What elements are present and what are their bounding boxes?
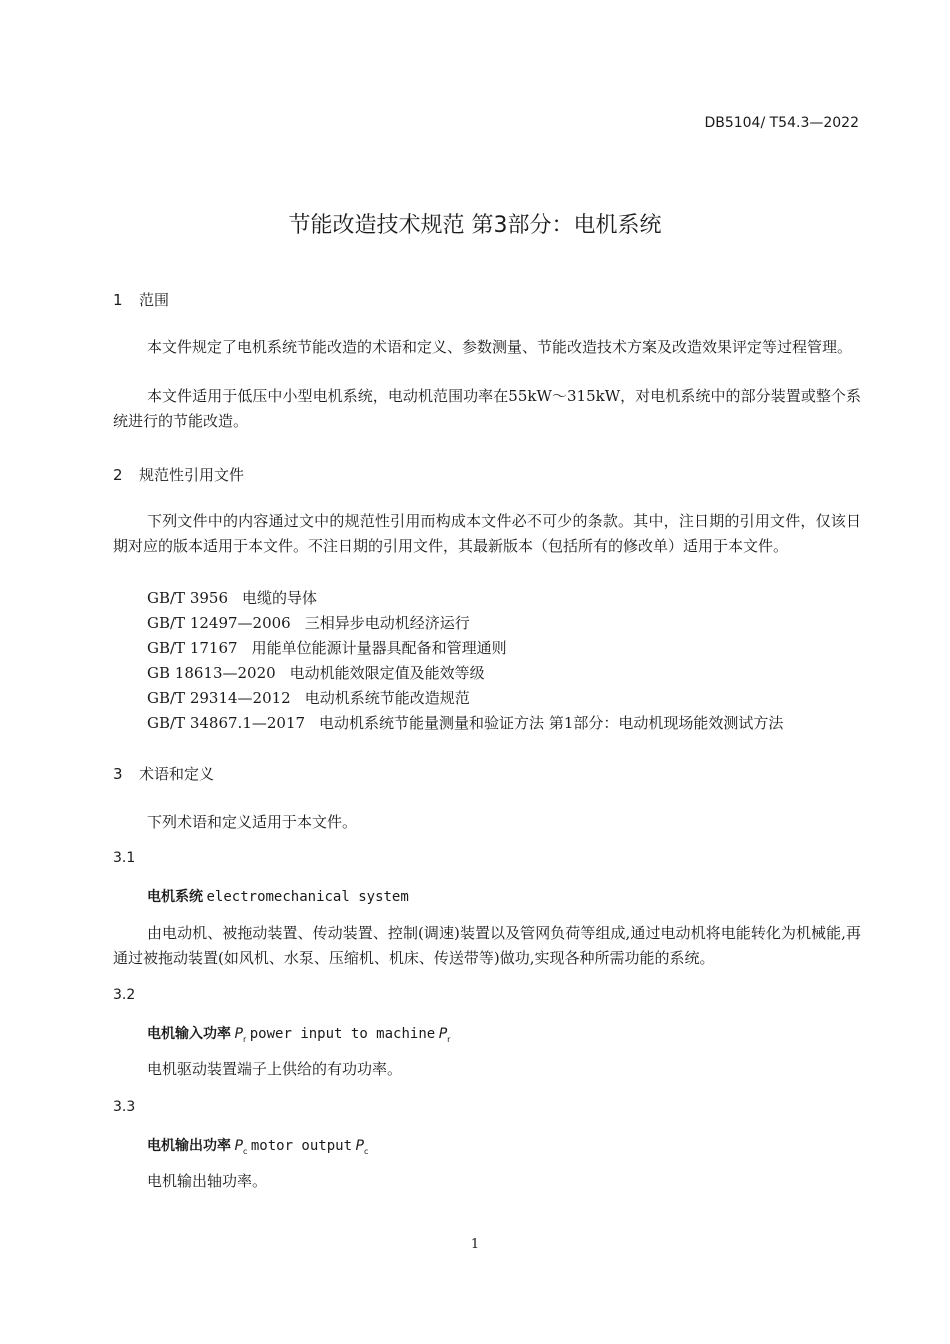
section-number: 1 — [113, 291, 123, 309]
reference-item — [147, 612, 470, 633]
term-entry — [147, 1135, 368, 1156]
paragraph: 本文件规定了电机系统节能改造的术语和定义、参数测量、节能改造技术方案及改造效果评定等过程管理。 — [147, 338, 853, 356]
reference-code: GB/T 3956 — [147, 589, 229, 607]
term-symbol: $P_r$ — [234, 1026, 247, 1044]
term-definition: 电机输出轴功率。 — [147, 1172, 268, 1190]
paragraph: 下列文件中的内容通过文中的规范性引用而构成本文件必不可少的条款。其中，注日期的引用文件，仅该日期对应的版本适用于本文件。不注日期的引用文件，其最新版本（包括所有的修改单）适用于本文件。 — [113, 512, 861, 555]
section-heading-terms-definitions — [113, 763, 214, 784]
term-symbol: $P_c$ — [234, 1138, 248, 1156]
section-title: 规范性引用文件 — [139, 466, 245, 484]
term-symbol: $P_c$ — [355, 1138, 369, 1156]
reference-item — [147, 687, 470, 708]
term-en: electromechanical system — [206, 889, 409, 905]
reference-name: 电动机系统节能量测量和验证方法 第1部分：电动机现场能效测试方法 — [319, 714, 784, 732]
term-zh: 电机系统 — [147, 889, 203, 905]
paragraph: 本文件适用于低压中小型电机系统，电动机范围功率在55kW～315kW，对电机系统中的部分装置或整个系统进行的节能改造。 — [113, 387, 861, 430]
reference-name: 电动机系统节能改造规范 — [304, 689, 470, 707]
page-title: 节能改造技术规范 第3部分：电机系统 — [288, 213, 662, 238]
term-definition: 电机驱动装置端子上供给的有功功率。 — [147, 1060, 403, 1078]
term-number: 3.1 — [113, 850, 136, 866]
reference-name: 电动机能效限定值及能效等级 — [289, 664, 485, 682]
reference-code: GB/T 17167 — [147, 639, 238, 657]
section-title: 范围 — [139, 291, 170, 309]
reference-code: GB/T 29314—2012 — [147, 689, 291, 707]
term-definition: 由电动机、被拖动装置、传动装置、控制(调速)装置以及管网负荷等组成,通过电动机将电能转化为机械能,再通过被拖动装置(如风机、水泵、压缩机、机床、传送带等)做功,实现各种所需功能的系统。 — [113, 924, 861, 967]
term-symbol: $P_r$ — [438, 1026, 451, 1044]
reference-item — [147, 637, 507, 658]
term-en: motor output — [250, 1138, 353, 1154]
reference-code: GB/T 34867.1—2017 — [147, 714, 306, 732]
section-heading-normative-references — [113, 464, 244, 485]
term-entry — [147, 886, 409, 906]
section-heading-scope — [113, 289, 169, 310]
reference-name: 电缆的导体 — [242, 589, 318, 607]
section-number: 3 — [113, 765, 123, 783]
term-entry — [147, 1023, 450, 1044]
reference-item — [147, 712, 783, 733]
term-number: 3.2 — [113, 987, 136, 1003]
term-zh: 电机输入功率 — [147, 1026, 231, 1042]
reference-item — [147, 587, 317, 608]
reference-item — [147, 662, 485, 683]
section-title: 术语和定义 — [139, 765, 215, 783]
reference-name: 三相异步电动机经济运行 — [304, 614, 470, 632]
reference-name: 用能单位能源计量器具配备和管理通则 — [251, 639, 507, 657]
term-number: 3.3 — [113, 1099, 136, 1115]
term-en: power input to machine — [249, 1026, 436, 1042]
document-code: DB5104/ T54.3—2022 — [704, 115, 859, 131]
section-number: 2 — [113, 466, 123, 484]
reference-code: GB/T 12497—2006 — [147, 614, 291, 632]
reference-code: GB 18613—2020 — [147, 664, 276, 682]
page-number: 1 — [470, 1237, 480, 1252]
term-zh: 电机输出功率 — [147, 1138, 231, 1154]
section-intro: 下列术语和定义适用于本文件。 — [147, 813, 358, 831]
